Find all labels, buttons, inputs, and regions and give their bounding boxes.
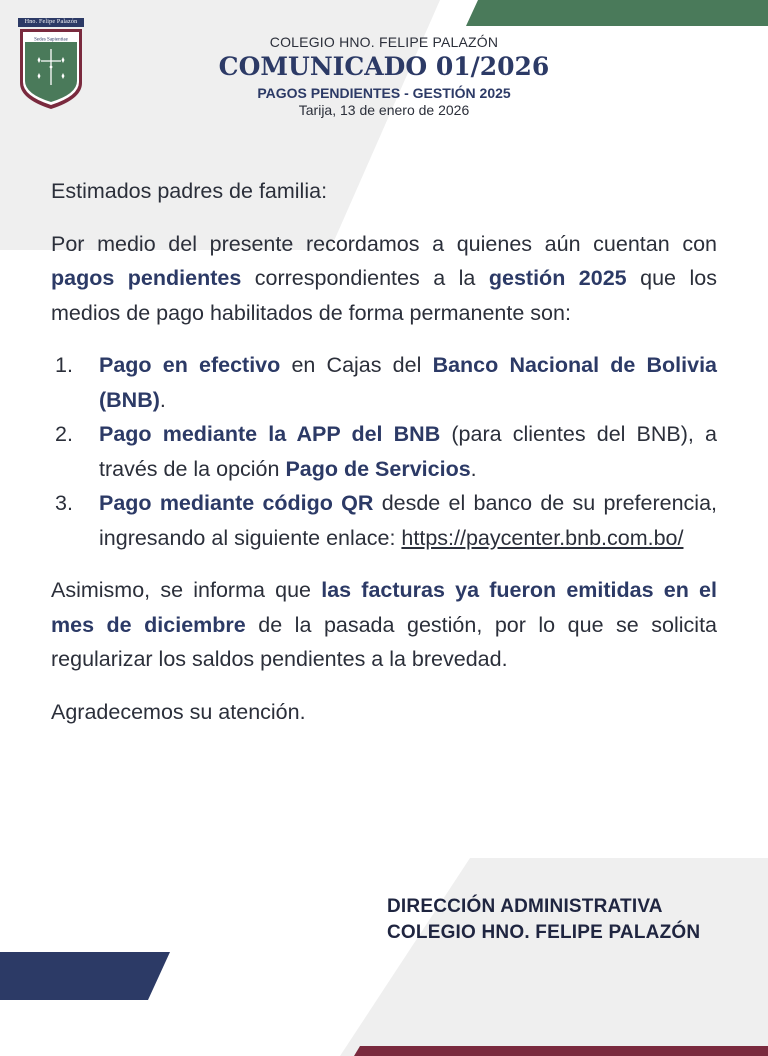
- greeting: Estimados padres de familia:: [51, 179, 328, 203]
- closing-line: Agradecemos su atención.: [51, 699, 306, 724]
- list-item: 2. Pago mediante la APP del BNB (para clientes del BNB), a través de la opción Pago de Servicios.: [55, 422, 717, 481]
- signature-department: DIRECCIÓN ADMINISTRATIVA: [387, 896, 663, 917]
- intro-paragraph: Por medio del presente recordamos a quienes aún cuentan con pagos pendientes correspondientes a la gestión 2025 que los medios de pago habilitados de forma permanente son:: [51, 231, 717, 325]
- document-body: [51, 174, 717, 729]
- signature-school: COLEGIO HNO. FELIPE PALAZÓN: [387, 922, 701, 943]
- bottom-maroon-band: [354, 1046, 768, 1056]
- document-title: COMUNICADO 01/2026: [218, 52, 550, 81]
- crest-shield-icon: [18, 27, 84, 109]
- top-green-band: [466, 0, 768, 26]
- document-date: Tarija, 13 de enero de 2026: [298, 102, 470, 118]
- bottom-left-navy-band: [0, 952, 170, 1000]
- crest-banner: Hno. Felipe Palazón: [18, 18, 84, 27]
- list-item: 3. Pago mediante código QR desde el banco de su preferencia, ingresando al siguiente enlace: https://paycenter.bnb.com.bo/: [55, 491, 718, 550]
- document-subtitle: PAGOS PENDIENTES - GESTIÓN 2025: [257, 85, 511, 101]
- payment-methods-list: [51, 348, 717, 555]
- list-item: 1. Pago en efectivo en Cajas del Banco Nacional de Bolivia (BNB).: [55, 353, 718, 412]
- paycenter-link[interactable]: https://paycenter.bnb.com.bo/: [401, 525, 684, 550]
- school-crest: [18, 18, 84, 114]
- document-header: [200, 34, 568, 118]
- crest-motto: Sedes Sapientiae: [34, 37, 68, 43]
- bottom-right-gray-shape: [340, 858, 768, 1056]
- invoices-paragraph: Asimismo, se informa que las facturas ya fueron emitidas en el mes de diciembre de la pasada gestión, por lo que se solicita regularizar los saldos pendientes a la brevedad.: [51, 578, 717, 671]
- school-name: COLEGIO HNO. FELIPE PALAZÓN: [269, 34, 499, 50]
- signature-block: [387, 894, 700, 946]
